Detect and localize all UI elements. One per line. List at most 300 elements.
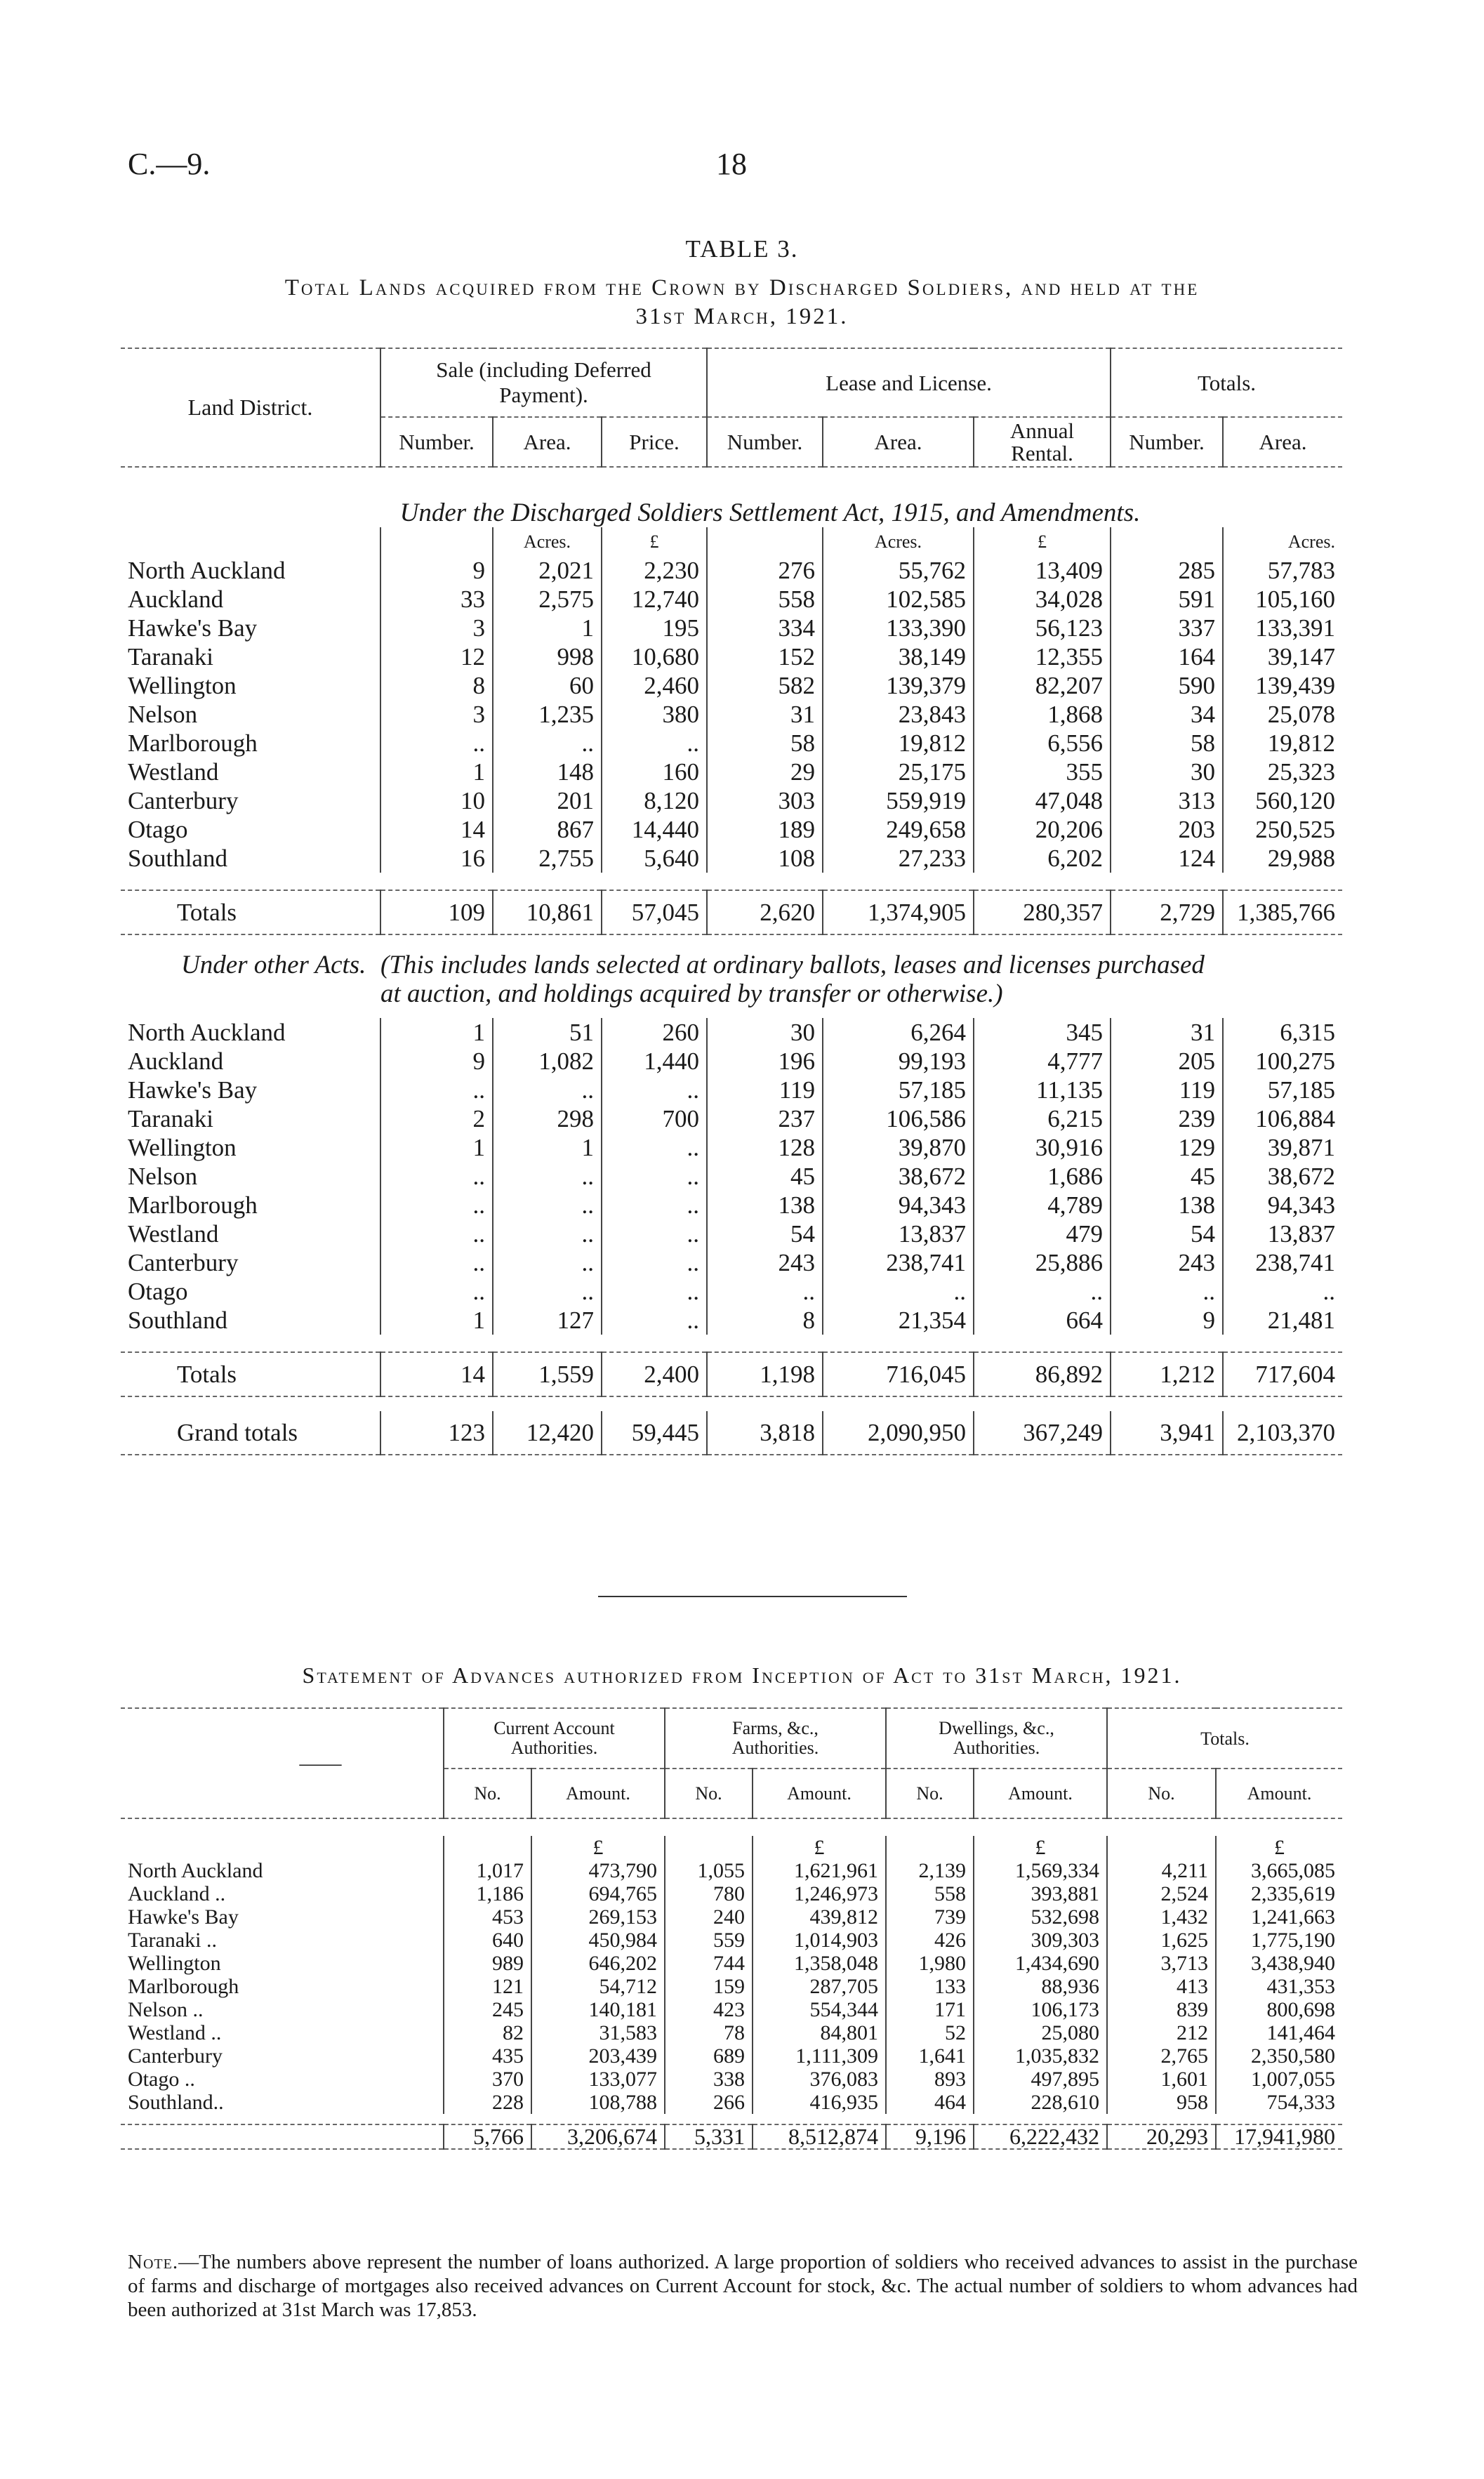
cell-value: 243	[1111, 1248, 1223, 1277]
cell-value: 1,980	[886, 1952, 974, 1975]
cell-value: 14	[380, 815, 493, 844]
row-label: Westland	[128, 758, 219, 786]
cell-value: 212	[1107, 2021, 1216, 2044]
group-advance-totals: Totals.	[1107, 1708, 1342, 1769]
cell-value: 591	[1111, 585, 1223, 614]
table-row	[121, 1076, 1342, 1104]
cell-value: 5,640	[602, 844, 707, 873]
cell-value: 152	[707, 642, 823, 671]
cell-value: 744	[665, 1952, 753, 1975]
cell-value: 141,464	[1216, 2021, 1342, 2044]
cell-value: ..	[602, 1162, 707, 1191]
row-label: Auckland ..	[128, 1882, 226, 1905]
row-label: Canterbury	[128, 1249, 239, 1276]
cell-value: 532,698	[974, 1905, 1107, 1929]
cell-value: 309,303	[974, 1929, 1107, 1952]
cell-value: 1,868	[974, 700, 1111, 729]
cell-value: 780	[665, 1882, 753, 1905]
cell-value: 1,035,832	[974, 2044, 1107, 2068]
cell-value: 240	[665, 1905, 753, 1929]
page-number: 18	[716, 147, 747, 181]
cell-value: 380	[602, 700, 707, 729]
cell-value: 716,045	[823, 1352, 974, 1396]
cell-value: 450,984	[531, 1929, 665, 1952]
col-farms-no: No.	[665, 1769, 753, 1818]
cell-value: 6,556	[974, 729, 1111, 758]
cell-value: ..	[1111, 1277, 1223, 1306]
cell-value: 582	[707, 671, 823, 700]
row-label: Marlborough	[128, 729, 258, 757]
advances-title: Statement of Advances authorized from Inception of Act to 31st March, 1921.	[302, 1662, 1182, 1688]
cell-value: 148	[493, 758, 602, 786]
cell-value: 239	[1111, 1104, 1223, 1133]
cell-value: 269,153	[531, 1905, 665, 1929]
row-label: Canterbury	[128, 787, 239, 814]
cell-value: 2,755	[493, 844, 602, 873]
unit-pound: £	[531, 1836, 665, 1859]
cell-value: 23,843	[823, 700, 974, 729]
cell-value: 3	[380, 700, 493, 729]
unit-acres: Acres.	[1223, 527, 1342, 556]
cell-value: 8	[380, 671, 493, 700]
cell-value: 558	[707, 585, 823, 614]
table-row	[121, 1191, 1342, 1219]
cell-value: 2,620	[707, 890, 823, 934]
row-label: Marlborough	[128, 1975, 239, 1998]
table-row	[121, 1975, 1342, 1998]
table-row	[121, 786, 1342, 815]
cell-value: 435	[444, 2044, 531, 2068]
cell-value: 102,585	[823, 585, 974, 614]
section2-note-line1: (This includes lands selected at ordinary ballots, leases and licenses purchased	[380, 951, 1205, 979]
cell-value: 250,525	[1223, 815, 1342, 844]
cell-value: 1,198	[707, 1352, 823, 1396]
table-row	[121, 1952, 1342, 1975]
cell-value: 1	[380, 758, 493, 786]
cell-value: 19,812	[823, 729, 974, 758]
cell-value: 25,886	[974, 1248, 1111, 1277]
cell-value: ..	[380, 1277, 493, 1306]
cell-value: ..	[380, 1076, 493, 1104]
cell-value: ..	[493, 1248, 602, 1277]
cell-value: 29	[707, 758, 823, 786]
cell-value: 21,354	[823, 1306, 974, 1335]
cell-value: 393,881	[974, 1882, 1107, 1905]
table-row	[121, 1882, 1342, 1905]
cell-value: 128	[707, 1133, 823, 1162]
cell-value: 867	[493, 815, 602, 844]
cell-value: 303	[707, 786, 823, 815]
cell-value: 203,439	[531, 2044, 665, 2068]
advances-corner: ——	[299, 1752, 342, 1775]
cell-value: 285	[1111, 556, 1223, 585]
cell-value: 1	[493, 1133, 602, 1162]
col-sale-number: Number.	[380, 417, 493, 467]
cell-value: 133,390	[823, 614, 974, 642]
row-label: North Auckland	[128, 1019, 286, 1046]
cell-value: 25,175	[823, 758, 974, 786]
table-row	[121, 2044, 1342, 2068]
cell-value: 12	[380, 642, 493, 671]
table-title-line1: Total Lands acquired from the Crown by Discharged Soldiers, and held at the	[284, 275, 1200, 300]
table-row	[121, 1219, 1342, 1248]
section-divider	[598, 1596, 907, 1597]
cell-value: 51	[493, 1018, 602, 1047]
table-row	[121, 1929, 1342, 1952]
row-label: North Auckland	[128, 1859, 263, 1882]
cell-value: 105,160	[1223, 585, 1342, 614]
cell-value: 1,017	[444, 1859, 531, 1882]
row-label	[121, 2124, 444, 2149]
table-row	[121, 556, 1342, 585]
cell-value: 20,293	[1107, 2124, 1216, 2149]
row-label: Nelson ..	[128, 1998, 204, 2021]
cell-value: 367,249	[974, 1411, 1111, 1455]
cell-value: 108,788	[531, 2091, 665, 2114]
row-label: North Auckland	[128, 557, 286, 584]
cell-value: 9	[1111, 1306, 1223, 1335]
cell-value: 4,211	[1107, 1859, 1216, 1882]
cell-value: 238,741	[1223, 1248, 1342, 1277]
cell-value: 497,895	[974, 2068, 1107, 2091]
table-row	[121, 2068, 1342, 2091]
table-row	[121, 1248, 1342, 1277]
cell-value: 16	[380, 844, 493, 873]
cell-value: ..	[380, 1219, 493, 1248]
table-title-line2: 31st March, 1921.	[635, 304, 849, 329]
col-totals-number: Number.	[1111, 417, 1223, 467]
cell-value: 1,374,905	[823, 890, 974, 934]
cell-value: 276	[707, 556, 823, 585]
cell-value: 159	[665, 1975, 753, 1998]
cell-value: 10,861	[493, 890, 602, 934]
col-totals-no: No.	[1107, 1769, 1216, 1818]
cell-value: 123	[380, 1411, 493, 1455]
cell-value: 2,103,370	[1223, 1411, 1342, 1455]
unit-acres: Acres.	[823, 527, 974, 556]
cell-value: 700	[602, 1104, 707, 1133]
cell-value: 2,729	[1111, 890, 1223, 934]
row-label: Southland..	[128, 2091, 224, 2114]
col-farms-amount: Amount.	[753, 1769, 886, 1818]
cell-value: ..	[602, 1248, 707, 1277]
cell-value: 2,230	[602, 556, 707, 585]
cell-value: 3,438,940	[1216, 1952, 1342, 1975]
section2-note-line2: at auction, and holdings acquired by transfer or otherwise.)	[380, 979, 1003, 1008]
cell-value: 413	[1107, 1975, 1216, 1998]
cell-value: 30	[1111, 758, 1223, 786]
cell-value: 78	[665, 2021, 753, 2044]
table-row	[121, 1277, 1342, 1306]
cell-value: 238,741	[823, 1248, 974, 1277]
cell-value: 133,391	[1223, 614, 1342, 642]
cell-value: 1,241,663	[1216, 1905, 1342, 1929]
cell-value: 55,762	[823, 556, 974, 585]
cell-value: 559	[665, 1929, 753, 1952]
cell-value: 195	[602, 614, 707, 642]
table-row	[121, 1133, 1342, 1162]
cell-value: 473,790	[531, 1859, 665, 1882]
cell-value: 39,147	[1223, 642, 1342, 671]
cell-value: 376,083	[753, 2068, 886, 2091]
col-lease-number: Number.	[707, 417, 823, 467]
cell-value: 2,335,619	[1216, 1882, 1342, 1905]
cell-value: ..	[493, 1076, 602, 1104]
cell-value: 245	[444, 1998, 531, 2021]
table-lands-acquired	[121, 348, 1342, 1455]
cell-value: 121	[444, 1975, 531, 1998]
group-farms: Farms, &c., Authorities.	[665, 1708, 886, 1769]
cell-value: ..	[602, 1219, 707, 1248]
cell-value: 754,333	[1216, 2091, 1342, 2114]
table-row	[121, 1162, 1342, 1191]
cell-value: 31	[707, 700, 823, 729]
cell-value: 5,766	[444, 2124, 531, 2149]
col-lease-area: Area.	[823, 417, 974, 467]
cell-value: 27,233	[823, 844, 974, 873]
cell-value: 694,765	[531, 1882, 665, 1905]
cell-value: 127	[493, 1306, 602, 1335]
cell-value: 14	[380, 1352, 493, 1396]
cell-value: 689	[665, 2044, 753, 2068]
cell-value: 106,586	[823, 1104, 974, 1133]
cell-value: 2,765	[1107, 2044, 1216, 2068]
cell-value: 1,014,903	[753, 1929, 886, 1952]
cell-value: 558	[886, 1882, 974, 1905]
cell-value: 590	[1111, 671, 1223, 700]
col-totals-amount: Amount.	[1216, 1769, 1342, 1818]
table-row	[121, 1905, 1342, 1929]
cell-value: 4,777	[974, 1047, 1111, 1076]
cell-value: 133	[886, 1975, 974, 1998]
unit-pound: £	[974, 527, 1111, 556]
cell-value: 12,420	[493, 1411, 602, 1455]
cell-value: 228	[444, 2091, 531, 2114]
cell-value: 664	[974, 1306, 1111, 1335]
table-row	[121, 2091, 1342, 2114]
cell-value: 6,215	[974, 1104, 1111, 1133]
col-sale-price: Price.	[602, 417, 707, 467]
row-label: Taranaki	[128, 1105, 213, 1132]
cell-value: 21,481	[1223, 1306, 1342, 1335]
cell-value: 2,460	[602, 671, 707, 700]
cell-value: 33	[380, 585, 493, 614]
cell-value: 3,206,674	[531, 2124, 665, 2149]
cell-value: 1,111,309	[753, 2044, 886, 2068]
cell-value: 119	[707, 1076, 823, 1104]
cell-value: 893	[886, 2068, 974, 2091]
cell-value: 17,941,980	[1216, 2124, 1342, 2149]
cell-value: 54	[1111, 1219, 1223, 1248]
cell-value: 133,077	[531, 2068, 665, 2091]
group-dwellings: Dwellings, &c., Authorities.	[886, 1708, 1107, 1769]
cell-value: 423	[665, 1998, 753, 2021]
row-label: Wellington	[128, 672, 237, 699]
row-label: Otago	[128, 816, 188, 843]
cell-value: 1,186	[444, 1882, 531, 1905]
cell-value: 129	[1111, 1133, 1223, 1162]
cell-value: 38,149	[823, 642, 974, 671]
cell-value: 39,870	[823, 1133, 974, 1162]
advances-totals-row	[121, 2124, 1342, 2149]
cell-value: 57,185	[823, 1076, 974, 1104]
cell-value: 839	[1107, 1998, 1216, 2021]
cell-value: 266	[665, 2091, 753, 2114]
row-label: Otago ..	[128, 2068, 195, 2091]
cell-value: 25,078	[1223, 700, 1342, 729]
cell-value: 559,919	[823, 786, 974, 815]
row-label: Grand totals	[177, 1419, 298, 1446]
cell-value: 30,916	[974, 1133, 1111, 1162]
cell-value: 1	[493, 614, 602, 642]
cell-value: 1,055	[665, 1859, 753, 1882]
cell-value: 1,559	[493, 1352, 602, 1396]
cell-value: 11,135	[974, 1076, 1111, 1104]
cell-value: 2,575	[493, 585, 602, 614]
cell-value: 640	[444, 1929, 531, 1952]
cell-value: 228,610	[974, 2091, 1107, 2114]
table-row	[121, 1047, 1342, 1076]
cell-value: 10,680	[602, 642, 707, 671]
footnote	[128, 2250, 1358, 2322]
cell-value: 203	[1111, 815, 1223, 844]
unit-pound: £	[1216, 1836, 1342, 1859]
cell-value: 4,789	[974, 1191, 1111, 1219]
unit-acres: Acres.	[493, 527, 602, 556]
cell-value: 6,264	[823, 1018, 974, 1047]
row-label: Hawke's Bay	[128, 1905, 239, 1929]
cell-value: 8,120	[602, 786, 707, 815]
cell-value: 2,524	[1107, 1882, 1216, 1905]
cell-value: 189	[707, 815, 823, 844]
cell-value: 100,275	[1223, 1047, 1342, 1076]
cell-value: 138	[1111, 1191, 1223, 1219]
cell-value: 164	[1111, 642, 1223, 671]
table-row	[121, 1998, 1342, 2021]
cell-value: 416,935	[753, 2091, 886, 2114]
cell-value: 9	[380, 1047, 493, 1076]
cell-value: 39,871	[1223, 1133, 1342, 1162]
cell-value: 554,344	[753, 1998, 886, 2021]
cell-value: 34	[1111, 700, 1223, 729]
row-label: Nelson	[128, 1163, 198, 1190]
cell-value: 45	[707, 1162, 823, 1191]
cell-value: 998	[493, 642, 602, 671]
table-row	[121, 758, 1342, 786]
col-dwellings-amount: Amount.	[974, 1769, 1107, 1818]
cell-value: 57,185	[1223, 1076, 1342, 1104]
unit-pound: £	[602, 527, 707, 556]
table-row	[121, 671, 1342, 700]
cell-value: 88,936	[974, 1975, 1107, 1998]
cell-value: ..	[823, 1277, 974, 1306]
cell-value: 243	[707, 1248, 823, 1277]
group-lease: Lease and License.	[707, 348, 1111, 417]
cell-value: 287,705	[753, 1975, 886, 1998]
cell-value: 54,712	[531, 1975, 665, 1998]
row-label: Marlborough	[128, 1191, 258, 1219]
cell-value: 52	[886, 2021, 974, 2044]
cell-value: ..	[380, 1162, 493, 1191]
cell-value: 84,801	[753, 2021, 886, 2044]
cell-value: 1	[380, 1133, 493, 1162]
cell-value: 201	[493, 786, 602, 815]
cell-value: 958	[1107, 2091, 1216, 2114]
cell-value: ..	[493, 1191, 602, 1219]
cell-value: 334	[707, 614, 823, 642]
table-row	[121, 844, 1342, 873]
cell-value: 108	[707, 844, 823, 873]
cell-value: 439,812	[753, 1905, 886, 1929]
cell-value: 1,007,055	[1216, 2068, 1342, 2091]
cell-value: 57,045	[602, 890, 707, 934]
cell-value: 1,440	[602, 1047, 707, 1076]
cell-value: 171	[886, 1998, 974, 2021]
row-label: Westland	[128, 1220, 219, 1248]
cell-value: 99,193	[823, 1047, 974, 1076]
cell-value: 205	[1111, 1047, 1223, 1076]
cell-value: 82	[444, 2021, 531, 2044]
table-row	[121, 815, 1342, 844]
cell-value: ..	[602, 729, 707, 758]
table-row	[121, 700, 1342, 729]
table-row	[121, 1104, 1342, 1133]
cell-value: 139,439	[1223, 671, 1342, 700]
cell-value: 58	[1111, 729, 1223, 758]
group-sale: Sale (including Deferred Payment).	[380, 348, 707, 417]
cell-value: 739	[886, 1905, 974, 1929]
cell-value: ..	[380, 1191, 493, 1219]
cell-value: 109	[380, 890, 493, 934]
cell-value: 8,512,874	[753, 2124, 886, 2149]
cell-value: 6,315	[1223, 1018, 1342, 1047]
row-label: Auckland	[128, 586, 224, 613]
cell-value: 1,621,961	[753, 1859, 886, 1882]
cell-value: 196	[707, 1047, 823, 1076]
table-row	[121, 1018, 1342, 1047]
cell-value: 13,837	[1223, 1219, 1342, 1248]
cell-value: 45	[1111, 1162, 1223, 1191]
cell-value: 12,740	[602, 585, 707, 614]
cell-value: 1	[380, 1306, 493, 1335]
table-row	[121, 614, 1342, 642]
cell-value: 6,222,432	[974, 2124, 1107, 2149]
cell-value: 479	[974, 1219, 1111, 1248]
cell-value: ..	[602, 1076, 707, 1104]
cell-value: 31,583	[531, 2021, 665, 2044]
cell-value: 139,379	[823, 671, 974, 700]
row-label: Southland	[128, 1307, 227, 1334]
cell-value: 3,665,085	[1216, 1859, 1342, 1882]
cell-value: ..	[602, 1191, 707, 1219]
row-label: Totals	[177, 1361, 237, 1388]
cell-value: 338	[665, 2068, 753, 2091]
row-label: Nelson	[128, 701, 198, 728]
cell-value: 124	[1111, 844, 1223, 873]
footnote-label: Note.	[128, 2251, 179, 2273]
cell-value: 56,123	[974, 614, 1111, 642]
cell-value: 20,206	[974, 815, 1111, 844]
cell-value: 31	[1111, 1018, 1223, 1047]
cell-value: 9	[380, 556, 493, 585]
cell-value: ..	[1223, 1277, 1342, 1306]
cell-value: 1,358,048	[753, 1952, 886, 1975]
cell-value: ..	[707, 1277, 823, 1306]
cell-value: 54	[707, 1219, 823, 1248]
cell-value: 370	[444, 2068, 531, 2091]
row-label: Taranaki ..	[128, 1929, 218, 1952]
table-label: TABLE 3.	[685, 235, 799, 263]
